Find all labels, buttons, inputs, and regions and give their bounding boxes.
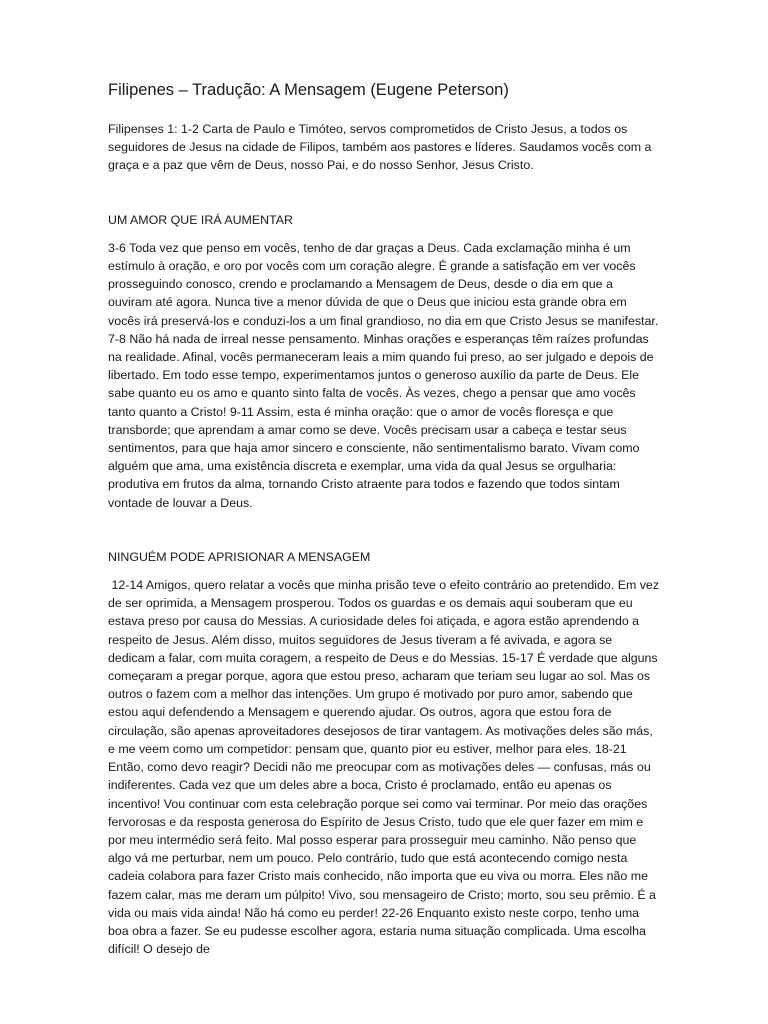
spacer	[108, 512, 660, 548]
section-body-amor: 3-6 Toda vez que penso em vocês, tenho de dar graças a Deus. Cada exclamação minha é um estímulo à oração, e oro por vocês com um coração alegre. É grande a satisfação em ver vocês prosseguindo conosco, crendo e proclamando a Mensagem de Deus, desde o dia em que a ouviram até agora. Nunca tive a menor dúvida de que o Deus que iniciou esta grande obra em vocês irá preservá-los e conduzi-los a um final grandioso, no dia em que Cristo Jesus se manifestar. 7-8 Não há nada de irreal nesse pensamento. Minhas orações e esperanças têm raízes profundas na realidade. Afinal, vocês permaneceram leais a mim quando fui preso, ao ser julgado e depois de libertado. Em todo esse tempo, experimentamos juntos o generoso auxílio da parte de Deus. Ele sabe quanto eu os amo e quanto sinto falta de vocês. Às vezes, chego a pensar que amo vocês tanto quanto a Cristo! 9-11 Assim, esta é minha oração: que o amor de vocês floresça e que transborde; que aprendam a amar como se deve. Vocês precisam usar a cabeça e testar seus sentimentos, para que haja amor sincero e consciente, não sentimentalismo barato. Vivam como alguém que ama, uma existência discreta e exemplar, uma vida da qual Jesus se orgulharia: produtiva em frutos da alma, tornando Cristo atraente para todos e fazendo que todos sintam vontade de louvar a Deus.	[108, 240, 659, 510]
document-page	[108, 78, 663, 958]
intro-paragraph: Filipenses 1: 1-2 Carta de Paulo e Timóteo, servos comprometidos de Cristo Jesus, a todos os seguidores de Jesus na cidade de Filipos, também aos pastores e líderes. Saudamos vocês com a graça e a paz que vêm de Deus, nosso Pai, e do nosso Senhor, Jesus Cristo.	[108, 122, 652, 173]
spacer	[108, 566, 660, 576]
section-body-mensagem: 12-14 Amigos, quero relatar a vocês que minha prisão teve o efeito contrário ao pretendido. Em vez de ser oprimida, a Mensagem prosperou. Todos os guardas e os demais aqui souberam que eu estava preso por causa do Messias. A curiosidade deles foi atiçada, e agora estão aprendendo a respeito de Jesus. Além disso, muitos seguidores de Jesus tiveram a fé avivada, e agora se dedicam a falar, com muita coragem, a respeito de Deus e do Messias. 15-17 É verdade que alguns começaram a pregar porque, agora que estou preso, acharam que teriam seu lugar ao sol. Mas os outros o fazem com a melhor das intenções. Um grupo é motivado por puro amor, sabendo que estou aqui defendendo a Mensagem e querendo ajudar. Os outros, agora que estou fora de circulação, são apenas aproveitadores desejosos de tirar vantagem. As motivações deles são más, e me veem como um competidor: pensam que, quanto pior eu estiver, melhor para eles. 18-21 Então, como devo reagir? Decidi não me preocupar com as motivações deles — confusas, más ou indiferentes. Cada vez que um deles abre a boca, Cristo é proclamado, então eu apenas os incentivo! Vou continuar com esta celebração porque sei como vai terminar. Por meio das orações fervorosas e da resposta generosa do Espírito de Jesus Cristo, tudo que ele quer fazer em mim e por meu intermédio será feito. Mal posso esperar para prosseguir meu caminho. Não penso que algo vá me perturbar, nem um pouco. Pelo contrário, tudo que está acontecendo comigo nesta cadeia colabora para fazer Cristo mais conhecido, não importa que eu viva ou morra. Eles não me fazem calar, mas me deram um púlpito! Vivo, sou mensageiro de Cristo; morto, sou seu prêmio. É a vida ou mais vida ainda! Não há como eu perder! 22-26 Enquanto existo neste corpo, tenho uma boa obra a fazer. Se eu pudesse escolher agora, estaria numa situação complicada. Uma escolha difícil! O desejo de	[108, 578, 663, 957]
document-title: Filipenes – Tradução: A Mensagem (Eugene Peterson)	[108, 81, 509, 99]
spacer	[108, 229, 660, 239]
section-heading-amor: UM AMOR QUE IRÁ AUMENTAR	[108, 212, 293, 227]
spacer	[108, 175, 660, 211]
section-heading-mensagem: NINGUÉM PODE APRISIONAR A MENSAGEM	[108, 549, 371, 564]
